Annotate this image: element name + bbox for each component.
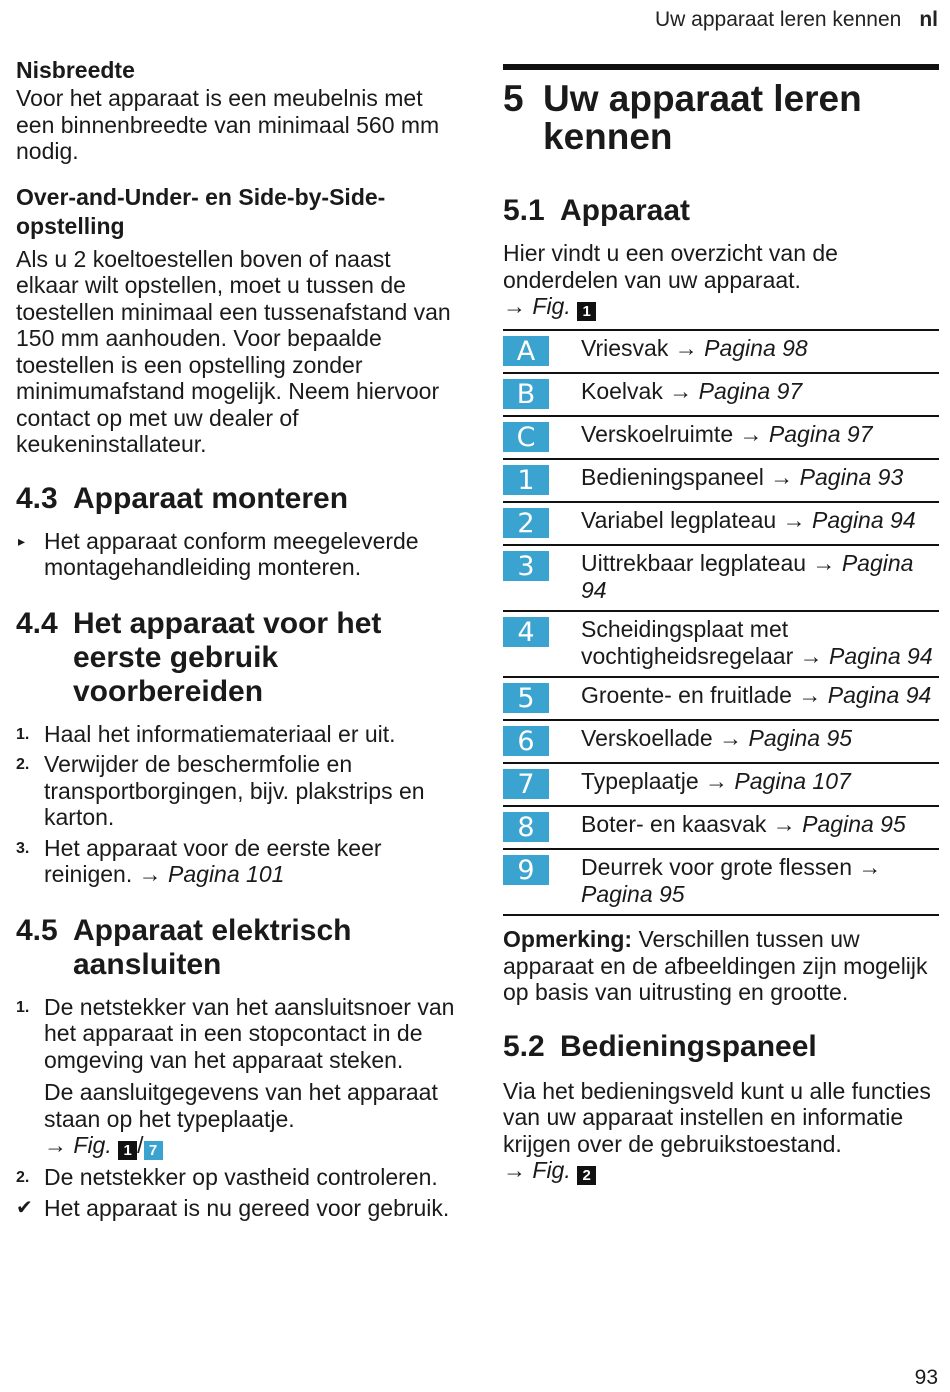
section-5-1-heading	[503, 194, 939, 228]
arrow-right-icon: →	[858, 854, 882, 880]
page-number: 93	[914, 1366, 938, 1389]
steps-list	[16, 994, 456, 1222]
part-key-badge: 9	[503, 855, 549, 885]
figure-reference: → Fig. 1 / 7	[44, 1132, 456, 1160]
page-reference-link[interactable]: Pagina 97	[768, 421, 873, 447]
section-title: Apparaat elektrisch aansluiten	[73, 913, 352, 981]
steps-list	[16, 721, 456, 888]
page-header	[655, 8, 938, 32]
part-key-badge: 7	[503, 769, 549, 799]
arrow-right-icon: →	[503, 1157, 526, 1183]
table-row	[503, 502, 939, 545]
chapter-title: Uw apparaat leren kennen	[543, 78, 862, 157]
part-name: Variabel legplateau	[581, 507, 777, 533]
table-row	[503, 416, 939, 459]
page-reference-link[interactable]: Pagina 101	[168, 861, 285, 887]
result-item: ✔ Het apparaat is nu gereed voor gebruik.	[16, 1194, 450, 1221]
page-reference-link[interactable]: Pagina 95	[581, 881, 685, 907]
page-reference-link[interactable]: Pagina 94	[829, 643, 933, 669]
section-number: 4.5	[16, 913, 58, 947]
table-row	[503, 720, 939, 763]
part-name: Verskoelruimte	[581, 421, 734, 447]
figure-7-badge[interactable]: 7	[144, 1141, 163, 1160]
arrow-right-icon: →	[799, 643, 823, 669]
section-4-3-heading	[16, 482, 456, 516]
page-reference-link[interactable]: Pagina 94	[812, 507, 916, 533]
part-key-badge: 2	[503, 508, 549, 538]
part-name: Vriesvak	[581, 335, 669, 361]
bullet-triangle-icon: ▸	[18, 532, 26, 549]
part-name: Scheidingsplaat met vochtigheidsregelaar	[581, 616, 794, 669]
list-item: 1. De netstekker van het aansluitsnoer van het apparaat in een stopcontact in de omgeving van het apparaat steken. De aansluitgegevens van het apparaat staan op het typeplaatje. → Fig. 1 / 7	[16, 993, 455, 1159]
section-number: 5.2	[503, 1029, 545, 1063]
bullet-list	[16, 528, 456, 581]
table-row	[503, 611, 939, 677]
checkmark-icon: ✔	[16, 1196, 33, 1219]
part-key-badge: 8	[503, 812, 549, 842]
part-name: Uittrekbaar legplateau	[581, 550, 807, 576]
right-column	[503, 64, 939, 1185]
arrow-right-icon: →	[772, 811, 796, 837]
bedieningspaneel-text: Via het bedieningsveld kunt u alle functies van uw apparaat instellen en informatie krijgen over de gebruikstoestand.	[503, 1077, 931, 1157]
figure-1-badge[interactable]: 1	[118, 1141, 137, 1160]
part-name: Deurrek voor grote flessen	[581, 854, 853, 880]
table-row	[503, 806, 939, 849]
parts-table	[503, 329, 939, 916]
chapter-number: 5	[503, 78, 524, 119]
arrow-right-icon: →	[719, 725, 743, 751]
arrow-right-icon: →	[770, 464, 794, 490]
page-reference-link[interactable]: Pagina 95	[802, 811, 906, 837]
arrow-right-icon: →	[739, 421, 763, 447]
list-item: 2. Verwijder de beschermfolie en transportborgingen, bijv. plakstrips en karton.	[16, 751, 425, 830]
chapter-5-heading	[503, 64, 939, 156]
list-item: 1. Haal het informatiemateriaal er uit.	[16, 720, 396, 747]
arrow-right-icon: →	[705, 768, 729, 794]
figure-1-badge[interactable]: 1	[577, 302, 596, 321]
figure-2-badge[interactable]: 2	[577, 1166, 596, 1185]
part-key-badge: 3	[503, 551, 549, 581]
table-row	[503, 677, 939, 720]
arrow-right-icon: →	[812, 550, 836, 576]
section-5-2-heading	[503, 1030, 939, 1064]
nisbreedte-heading: Nisbreedte	[16, 57, 135, 83]
part-key-badge: C	[503, 422, 549, 452]
note-label: Opmerking:	[503, 926, 633, 952]
note-paragraph	[503, 926, 939, 1006]
arrow-right-icon: →	[138, 861, 162, 887]
language-code: nl	[919, 8, 938, 31]
part-name: Koelvak	[581, 378, 663, 404]
figure-reference: → Fig. 1	[503, 293, 939, 321]
table-row	[503, 330, 939, 373]
table-row	[503, 373, 939, 416]
section-4-5-heading	[16, 914, 456, 982]
figure-reference: → Fig. 2	[503, 1157, 939, 1185]
table-row	[503, 849, 939, 915]
list-item: 3. Het apparaat voor de eerste keer reinigen. → Pagina 101	[16, 834, 382, 887]
section-title: Apparaat monteren	[73, 481, 349, 515]
page-reference-link[interactable]: Pagina 94	[581, 550, 914, 603]
section-title: Apparaat	[560, 194, 691, 227]
page-reference-link[interactable]: Pagina 97	[698, 378, 803, 404]
table-row	[503, 459, 939, 502]
page-reference-link[interactable]: Pagina 98	[704, 335, 808, 361]
part-name: Groente- en fruitlade	[581, 682, 792, 708]
page-reference-link[interactable]: Pagina 107	[734, 768, 851, 794]
section-number: 4.4	[16, 606, 58, 640]
part-key-badge: 5	[503, 683, 549, 713]
step-note: De aansluitgegevens van het apparaat staan op het typeplaatje.	[44, 1079, 438, 1132]
arrow-right-icon: →	[44, 1132, 67, 1158]
section-number: 4.3	[16, 481, 58, 515]
opstelling-text: Als u 2 koeltoestellen boven of naast elkaar wilt opstellen, moet u tussen de toestellen minimaal een tussenafstand van 150 mm aanhouden. Voor bepaalde toestellen is een opstelling zonder minimumafstand mogelijk. Neem hiervoor contact op met uw dealer of keukeninstallateur.	[16, 245, 451, 457]
page-reference-link[interactable]: Pagina 94	[827, 682, 932, 708]
arrow-right-icon: →	[674, 335, 698, 361]
part-name: Verskoellade	[581, 725, 713, 751]
part-name: Typeplaatje	[581, 768, 699, 794]
opstelling-heading: Over-and-Under- en Side-by-Side-opstelling	[16, 183, 386, 239]
arrow-right-icon: →	[503, 293, 526, 319]
list-item: ▸ Het apparaat conform meegeleverde montagehandleiding monteren.	[18, 527, 419, 580]
table-row	[503, 545, 939, 611]
part-name: Bedieningspaneel	[581, 464, 764, 490]
arrow-right-icon: →	[782, 507, 806, 533]
section-title: Het apparaat voor het eerste gebruik voorbereiden	[73, 606, 382, 708]
part-key-badge: A	[503, 336, 549, 366]
section-title: Bedieningspaneel	[560, 1029, 817, 1063]
intro-text: Hier vindt u een overzicht van de onderdelen van uw apparaat.	[503, 240, 838, 293]
arrow-right-icon: →	[669, 378, 693, 404]
nisbreedte-text: Voor het apparaat is een meubelnis met een binnenbreedte van minimaal 560 mm nodig.	[16, 85, 440, 164]
part-key-badge: B	[503, 379, 549, 409]
note-text: Verschillen tussen uw apparaat en de afbeeldingen zijn mogelijk op basis van uitrusting en grootte.	[503, 926, 928, 1005]
list-item: 2. De netstekker op vastheid controleren.	[16, 1164, 438, 1190]
page-reference-link[interactable]: Pagina 95	[748, 725, 853, 751]
part-name: Boter- en kaasvak	[581, 811, 767, 837]
section-4-4-heading	[16, 607, 456, 709]
header-title: Uw apparaat leren kennen	[654, 8, 902, 31]
arrow-right-icon: →	[798, 682, 822, 708]
left-column	[16, 56, 456, 1221]
part-key-badge: 1	[503, 465, 549, 495]
table-row	[503, 763, 939, 806]
section-number: 5.1	[503, 194, 545, 227]
part-key-badge: 4	[503, 617, 549, 647]
part-key-badge: 6	[503, 726, 549, 756]
page-reference-link[interactable]: Pagina 93	[799, 464, 904, 490]
